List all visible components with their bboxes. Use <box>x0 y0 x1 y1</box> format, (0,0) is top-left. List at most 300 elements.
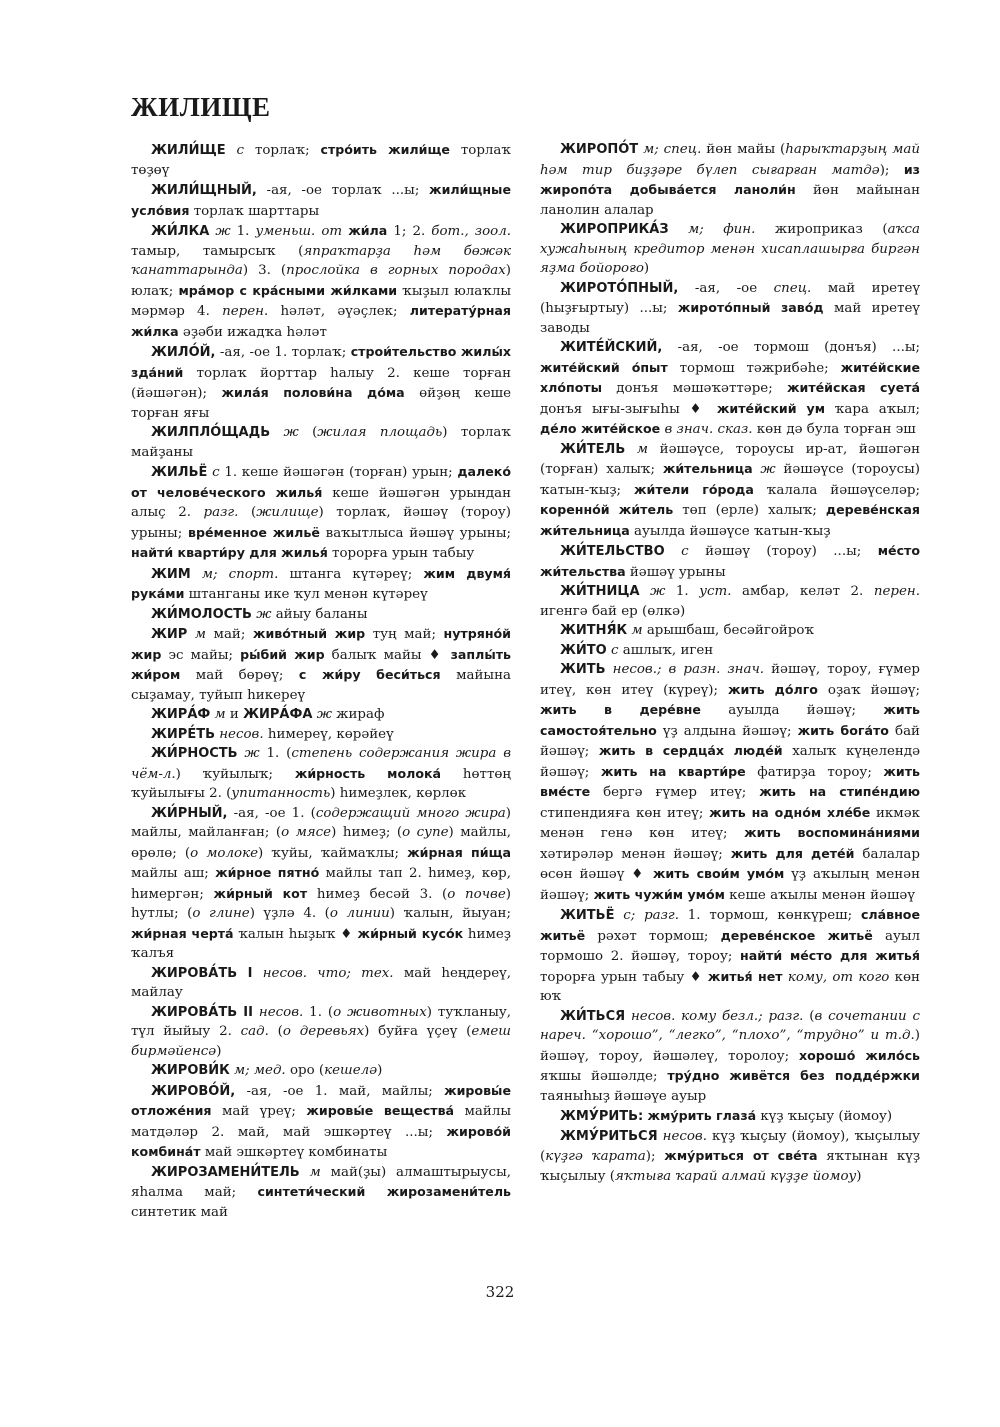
headword: ЖИР <box>151 627 188 642</box>
translation-text: торлаҡ йорттар һалыу 2. кеше торған (йәшәгән); <box>131 365 511 401</box>
example-phrase: вре́менное жильё <box>187 524 320 540</box>
example-phrase: жи́ла <box>348 223 388 238</box>
dictionary-entry <box>540 440 920 542</box>
headword: ЖИ́ТНИЦА <box>560 584 640 599</box>
grammar-label: несов. что; тех. <box>252 965 394 981</box>
headword: ЖИРОВИ́К <box>151 1063 230 1078</box>
translation-text: майлы тап 2. һимеҙ, көр, һимергән; <box>131 866 511 902</box>
translation-text: фатирҙа тороу; <box>745 764 884 780</box>
translation-text: ) ҡуйы, ҡаймаҡлы; <box>258 845 408 861</box>
grammar-label: япраҡтарҙа һәм бөжәк ҡанаттарында <box>131 243 511 278</box>
example-phrase: житья́ нет <box>707 968 783 984</box>
translation-text: кеше аҡылы менән йәшәү <box>724 887 915 903</box>
example-phrase: жить на одно́м хле́бе <box>709 804 871 820</box>
translation-text: -ая, -ое 1. май, майлы; <box>235 1083 445 1099</box>
translation-text: донъя мәшәҡәттәре; <box>602 381 787 396</box>
translation-text: май; <box>213 627 253 642</box>
example-phrase: синтети́ческий жирозамени́тель <box>257 1184 512 1199</box>
translation-text: май иретеү заводы <box>540 301 920 336</box>
dictionary-entry <box>540 582 920 621</box>
headword: ЖИТЬЁ <box>560 908 615 923</box>
grammar-label: м; мед. <box>229 1063 286 1078</box>
translation-text: күҙ ҡыҫыу (йомоу), ҡыҫылыу ( <box>540 1128 920 1164</box>
dictionary-entry <box>131 221 511 342</box>
grammar-label: о глине <box>192 906 250 921</box>
grammar-label: несов. <box>657 1128 707 1144</box>
example-phrase: дереве́нская жи́тельница <box>540 502 920 538</box>
translation-text: ҡыҙыл юлаҡлы мәрмәр 4. <box>131 283 511 319</box>
example-phrase: найти́ кварти́ру для жилья́ <box>131 545 328 560</box>
translation-text: жироприказ ( <box>755 222 888 237</box>
example-phrase: найти́ ме́сто для житья́ <box>740 948 920 963</box>
dictionary-entry <box>131 564 511 605</box>
example-phrase: жи́рная пи́ща <box>407 844 511 860</box>
example-phrase: жить чужи́м умо́м <box>593 886 725 902</box>
grammar-label: с <box>207 465 225 480</box>
translation-text: тамыр, тамырсыҡ ( <box>131 243 304 259</box>
example-phrase: жите́йский ум <box>716 400 825 416</box>
translation-text: ) 3. ( <box>242 263 287 278</box>
grammar-label: о линии <box>329 906 390 921</box>
translation-text: туң май; <box>365 627 444 642</box>
translation-text: майлы матдәләр 2. май, май эшкәртеү ...ы; <box>131 1104 512 1140</box>
grammar-label: ж <box>251 606 276 622</box>
example-phrase: жи́тельница <box>662 461 753 476</box>
dictionary-entry <box>540 1127 920 1187</box>
headword: ЖИЛЬЁ <box>151 465 208 480</box>
grammar-label: упитанность <box>231 786 331 801</box>
headword: ЖИ́ЛКА <box>151 224 210 239</box>
example-phrase: жить в дере́вне <box>540 702 701 717</box>
dictionary-entry <box>540 621 920 641</box>
translation-text: ) <box>643 261 650 276</box>
grammar-label: с <box>225 143 255 158</box>
translation-text: 1. кеше йәшәгән (торған) урын; <box>224 465 458 480</box>
translation-text: амбар, келәт 2. <box>731 584 874 599</box>
dictionary-entry <box>131 1163 511 1223</box>
translation-text: ауылда йәшәүсе ҡатын-ҡыҙ <box>629 523 831 539</box>
translation-text: торлаҡ; <box>254 143 321 158</box>
grammar-label: с <box>664 544 706 559</box>
grammar-label: о животных <box>333 1004 427 1020</box>
example-phrase: ме́сто жи́тельства <box>540 543 920 579</box>
translation-text: ҡалын һыҙыҡ ♦ <box>233 926 358 942</box>
grammar-label: прослойка в горных породах <box>286 263 506 278</box>
translation-text: игенгә бай ер (өлкә) <box>540 603 686 619</box>
dictionary-entry <box>131 624 511 705</box>
dictionary-entry <box>131 725 511 745</box>
example-phrase: жи́тели го́рода <box>633 481 754 497</box>
translation-text: донъя ығы-зығыһы ♦ <box>540 401 717 417</box>
translation-text: йәшәүсе (тороусы) ҡатын-ҡыҙ; <box>540 462 921 498</box>
translation-text: көн дә була торған эш <box>752 422 916 437</box>
grammar-label: жилая площадь <box>317 425 443 440</box>
headword: ЖИРОВА́ТЬ I <box>151 965 253 981</box>
grammar-label: ж <box>209 224 237 239</box>
example-phrase: жили́щные усло́вия <box>131 182 511 218</box>
translation-text: ) юлаҡ; <box>131 263 511 299</box>
example-phrase: жить свои́м умо́м <box>652 866 785 881</box>
headword: ЖМУ́РИТЬ: <box>560 1109 644 1124</box>
example-phrase: жим двумя́ рука́ми <box>131 565 512 601</box>
dictionary-entry <box>540 541 920 582</box>
headword: ЖИРОВА́ТЬ II <box>151 1004 253 1020</box>
dictionary-entry <box>540 338 920 440</box>
translation-text: балалар өсөн йәшәү ♦ <box>540 846 920 882</box>
translation-text: эс майы; <box>161 647 241 663</box>
translation-text: 1. ( <box>303 1004 334 1020</box>
grammar-label: м <box>627 623 647 638</box>
dictionary-entry <box>540 1007 920 1107</box>
translation-text: һөттөң ҡуйылығы 2. ( <box>131 766 511 801</box>
translation-text: ) <box>216 1043 222 1059</box>
translation-text: -ая, -ое <box>678 280 774 296</box>
translation-text: ) ҡуйылыҡ; <box>175 766 295 782</box>
translation-text: ( <box>268 1024 283 1039</box>
headword: ЖИТЕ́ЙСКИЙ, <box>560 340 663 355</box>
translation-text: һимеҙ бесәй 3. ( <box>307 886 448 902</box>
grammar-label: м; спец. <box>638 142 702 157</box>
grammar-label: несов. <box>214 726 264 742</box>
running-header: ЖИЛИЩЕ <box>131 92 271 122</box>
dictionary-entry <box>540 140 920 220</box>
headword: ЖИ́МОЛОСТЬ <box>151 606 252 622</box>
translation-text: ) туҡланыу, түл йыйыу 2. <box>131 1004 511 1039</box>
grammar-label: һарыҡтарҙың май һәм тир биҙҙәре бүлеп сығарған матдә <box>540 142 920 178</box>
translation-text: көн юҡ <box>540 969 920 1004</box>
example-phrase: жите́йский о́пыт <box>540 359 668 375</box>
headword: ЖИРОПРИКА́З <box>560 222 669 237</box>
translation-text: айыу баланы <box>275 606 368 622</box>
headword: ЖИЛИ́ЩНЫЙ, <box>151 183 257 198</box>
translation-text: йөн майынан ланолин алалар <box>540 183 920 218</box>
translation-text: кеше йәшәгән урындан алыҫ 2. <box>131 485 511 520</box>
translation-text: стипендияға көн итеү; <box>540 805 710 821</box>
translation-text: йөн майы ( <box>701 142 786 157</box>
translation-text: торорға урын табыу ♦ <box>540 969 708 985</box>
dictionary-entry <box>131 342 511 423</box>
headword: ЖИЛО́Й, <box>151 345 216 360</box>
example-phrase: жить вме́сте <box>540 763 920 799</box>
dictionary-entry <box>131 1061 511 1081</box>
example-phrase: жи́рный кот <box>213 885 308 901</box>
dictionary-entry <box>131 462 511 564</box>
example-phrase: жи́рность молока́ <box>294 765 442 781</box>
translation-text: ) ҡалын, йыуан; <box>389 906 511 921</box>
translation-text: 1. <box>675 584 700 599</box>
example-phrase: жировы́е вещества́ <box>306 1103 455 1118</box>
example-phrase: жите́йские хло́поты <box>540 359 920 395</box>
headword: ЖИРОПО́Т <box>560 142 639 157</box>
example-phrase: строи́тельство жилы́х зда́ний <box>131 344 511 380</box>
translation-text: штанга күтәреү; <box>278 566 424 582</box>
translation-text: 1. ( <box>266 746 292 761</box>
translation-text: рәхәт тормош; <box>585 928 721 944</box>
example-phrase: мра́мор с кра́сными жи́лками <box>178 282 398 298</box>
grammar-label: несов. <box>252 1004 304 1020</box>
translation-text: өйҙөң кеше торған яғы <box>131 386 512 421</box>
example-phrase: жирово́й комбина́т <box>131 1123 511 1159</box>
translation-text: һимеҙ ҡалъя <box>131 926 511 961</box>
example-phrase: с жи́ру беси́ться <box>298 667 441 682</box>
grammar-label: м <box>210 707 230 722</box>
grammar-label: с; разг. <box>614 908 679 923</box>
translation-text: май иретеү (һыҙғыртыу) ...ы; <box>540 280 921 316</box>
headword: ЖИЛПЛО́ЩАДЬ <box>151 425 271 440</box>
translation-text: йәшәүсе, тороусы ир-ат, йәшәгән (торған) халыҡ; <box>540 441 920 477</box>
dictionary-entry <box>131 1081 511 1163</box>
dictionary-entry <box>131 605 511 625</box>
translation-text: ) торлаҡ, йәшәү (тороу) урыны; <box>131 505 512 541</box>
grammar-label: кому, от кого <box>782 969 890 985</box>
translation-text: 1. тормош, көнкүреш; <box>678 908 861 923</box>
dictionary-entry <box>540 641 920 661</box>
example-phrase: жить на кварти́ре <box>600 763 746 779</box>
grammar-label: күҙгә ҡарата <box>545 1149 646 1164</box>
grammar-label: кешелә <box>324 1063 378 1078</box>
translation-text: май бөрөү; <box>180 668 299 683</box>
translation-text: үҙ аҡылың менән йәшәү; <box>540 867 920 903</box>
example-phrase: тру́дно живётся без подде́ржки <box>667 1068 920 1083</box>
translation-text: әҙәби ижадҡа һәләт <box>178 324 327 340</box>
translation-text: май һеңдереү, майлау <box>131 965 511 1000</box>
translation-text: ) һутлы; ( <box>131 886 512 921</box>
translation-text: ); <box>645 1149 665 1164</box>
grammar-label: ж <box>237 746 267 761</box>
example-phrase: жить бога́то <box>797 722 889 738</box>
translation-text: штанганы ике ҡул менән күтәреү <box>184 587 428 602</box>
translation-text: үҙ алдына йәшәү; <box>656 723 798 739</box>
headword: ЖИ́ТЕЛЬСТВО <box>560 544 665 559</box>
translation-text: ваҡытлыса йәшәү урыны; <box>319 525 511 541</box>
headword: ЖИТНЯ́К <box>560 623 628 638</box>
translation-text: йәшәү урыны <box>625 564 726 580</box>
dictionary-entry <box>131 964 511 1003</box>
grammar-label: спец. <box>773 280 812 296</box>
dictionary-entry <box>131 744 511 804</box>
translation-text: тормош тәжрибәһе; <box>667 360 841 376</box>
page-number: 322 <box>485 1283 515 1301</box>
grammar-label: уменьш. от <box>255 224 349 239</box>
grammar-label: о деревьях <box>282 1024 365 1039</box>
example-phrase: дереве́нское житьё <box>720 927 873 943</box>
grammar-label: жилище <box>256 505 319 520</box>
example-phrase: жму́риться от све́та <box>664 1148 818 1163</box>
translation-text: торорға урын табыу <box>327 546 475 561</box>
translation-text: ( <box>803 1008 815 1024</box>
example-phrase: коренно́й жи́тель <box>540 502 674 517</box>
dictionary-entry <box>131 1003 511 1062</box>
translation-text: май эшкәртеү комбинаты <box>200 1145 388 1160</box>
translation-text: һәләт, әүәҫлек; <box>268 304 410 319</box>
grammar-label: разг. <box>203 505 239 520</box>
translation-text: ) <box>856 1168 862 1184</box>
grammar-label: ж <box>639 584 676 599</box>
translation-text: жираф <box>336 707 385 722</box>
translation-text: -ая, -ое тормош (донъя) ...ы; <box>662 340 920 355</box>
grammar-label: содержащий много жира <box>315 805 506 821</box>
translation-text: синтетик май <box>131 1204 228 1220</box>
grammar-label: м <box>299 1164 331 1180</box>
headword: ЖИРОЗАМЕНИ́ТЕЛЬ <box>151 1164 300 1180</box>
translation-text: -ая, -ое 1. торлаҡ; <box>215 345 351 360</box>
translation-text: икмәк менән генә көн итеү; <box>540 805 920 841</box>
dictionary-entry <box>540 905 920 1007</box>
example-phrase: сла́вное житьё <box>540 907 920 943</box>
translation-text: майлы аш; <box>131 866 216 881</box>
translation-text: ) һимеҙлек, көрлөк <box>330 786 467 801</box>
example-phrase: заплы́ть жи́ром <box>131 646 511 682</box>
translation-text: и <box>229 707 244 722</box>
translation-text: ашлыҡ, иген <box>622 642 714 658</box>
translation-text: ) <box>377 1063 383 1078</box>
example-phrase: жить для дете́й <box>730 845 855 861</box>
translation-text: май үреү; <box>211 1104 307 1119</box>
headword: ЖИ́РНОСТЬ <box>151 746 238 761</box>
example-phrase: из жиропо́та добыва́ется ланоли́н <box>540 161 920 197</box>
translation-text: май(ҙы) алмаштырыусы, яһалма май; <box>131 1164 511 1200</box>
headword: ЖИРА́ФА <box>243 707 313 722</box>
grammar-label: м <box>187 627 214 642</box>
translation-text: ) майлы, өрөлө; ( <box>131 825 511 861</box>
headword: ЖИРОВО́Й, <box>151 1083 236 1099</box>
grammar-label: м; фин. <box>668 222 756 237</box>
translation-text: -ая, -ое торлаҡ ...ы; <box>256 183 430 198</box>
translation-text: ) торлаҡ майҙаны <box>131 425 511 460</box>
grammar-label: степень содержания жира в чём-л. <box>131 746 511 782</box>
translation-text: ) майлы, майланған; ( <box>131 805 511 840</box>
example-phrase: жму́рить глаза́ <box>647 1108 757 1123</box>
headword: ЖМУ́РИТЬСЯ <box>560 1128 658 1144</box>
translation-text: яҡшы йәшәлде; <box>540 1069 668 1084</box>
example-phrase: нутряно́й жир <box>131 626 512 662</box>
grammar-label: ж <box>752 462 784 477</box>
translation-text: йәшәү (тороу) ...ы; <box>705 544 878 559</box>
grammar-label: в сочетании с нареч. “хорошо”, “легко”, “плохо”, “трудно” и т.д. <box>540 1008 921 1043</box>
grammar-label: несов.; в разн. знач. <box>605 662 765 677</box>
dictionary-entry <box>131 180 511 221</box>
grammar-label: перен. <box>873 584 920 599</box>
translation-text: ); <box>879 162 904 178</box>
headword: ЖИМ <box>151 566 191 582</box>
headword: ЖИТЬ <box>560 662 606 677</box>
grammar-label: о почве <box>447 886 506 902</box>
example-phrase: жите́йская суета́ <box>786 380 920 395</box>
grammar-label: перен. <box>222 304 269 319</box>
example-phrase: жировы́е отложе́ния <box>131 1082 511 1118</box>
translation-text: күҙ ҡыҫыу (йомоу) <box>756 1109 893 1124</box>
translation-text: ҡалала йәшәүселәр; <box>753 482 920 498</box>
translation-text: ауылда йәшәү; <box>700 703 884 718</box>
headword: ЖИРОТО́ПНЫЙ, <box>560 280 679 296</box>
translation-text: ) үҙлә 4. ( <box>249 906 330 921</box>
translation-text: -ая, -ое 1. ( <box>227 805 316 821</box>
example-phrase: литерату́рная жи́лка <box>131 303 511 339</box>
grammar-label: м; спорт. <box>190 566 279 582</box>
example-phrase: жить самостоя́тельно <box>540 702 920 738</box>
grammar-label: в знач. сказ. <box>660 422 753 437</box>
translation-text: ( <box>312 425 318 440</box>
translation-text: йәшәү, тороу, ғүмер итеү, көн итеү (күреү); <box>540 662 920 698</box>
translation-text: ҡара аҡыл; <box>825 401 920 417</box>
translation-text: бергә ғүмер итеү; <box>590 785 760 800</box>
example-phrase: жи́рное пятно́ <box>215 865 320 880</box>
translation-text: ) буйға үҫеү ( <box>364 1024 472 1039</box>
example-phrase: жила́я полови́на до́ма <box>221 385 405 400</box>
translation-text: халыҡ күңелендә йәшәү; <box>540 744 921 780</box>
grammar-label: о молоке <box>190 845 259 861</box>
translation-text: торлаҡ төҙөү <box>131 143 511 178</box>
translation-text: төп (ерле) халыҡ; <box>673 503 826 518</box>
translation-text: ауыл тормошо 2. йәшәү, тороу; <box>540 928 920 964</box>
headword: ЖИЛИ́ЩЕ <box>151 143 226 158</box>
example-phrase: жи́рная черта́ <box>131 925 234 941</box>
headword: ЖИ́РНЫЙ, <box>151 805 228 821</box>
translation-text: хәтирәләр менән йәшәү; <box>540 846 731 862</box>
example-phrase: жить в сердца́х люде́й <box>598 743 783 758</box>
headword: ЖИРЕ́ТЬ <box>151 726 215 742</box>
grammar-label: с <box>606 642 623 658</box>
translation-text: таяныһыҙ йәшәүе ауыр <box>540 1088 707 1104</box>
example-phrase: де́ло жите́йское <box>540 421 661 436</box>
translation-text: торлаҡ шарттары <box>189 203 320 219</box>
translation-text: яҡтынан күҙ ҡыҫылыу ( <box>540 1149 921 1184</box>
translation-text: балыҡ майы ♦ <box>324 647 451 663</box>
translation-text: арышбаш, бесәйгойроҡ <box>646 623 815 638</box>
right-column <box>540 140 920 1186</box>
example-phrase: жирото́пный заво́д <box>677 300 824 315</box>
example-phrase: ры́бий жир <box>240 646 325 662</box>
example-phrase: жить до́лго <box>727 681 818 697</box>
grammar-label: аҡса хужаһының кредитор менән хисаплашырға биргән яҙма бойороғо <box>540 222 920 276</box>
grammar-label: бот., зоол. <box>431 224 511 239</box>
grammar-label: емеш бирмәйенсә <box>131 1024 511 1059</box>
grammar-label: м <box>625 441 660 457</box>
grammar-label: о мясе <box>281 825 332 840</box>
grammar-label: о супе <box>402 825 449 840</box>
grammar-label: сад. <box>240 1024 269 1039</box>
example-phrase: жить воспомина́ниями <box>744 825 920 840</box>
translation-text: оро ( <box>285 1063 325 1078</box>
translation-text: ) йәшәү, тороу, йәшәлеү, торолоу; <box>540 1028 920 1064</box>
example-phrase: далеко́ от челове́ческого жилья́ <box>131 464 511 500</box>
grammar-label: ж <box>270 425 313 440</box>
translation-text: бай йәшәү; <box>540 723 920 759</box>
grammar-label: несов. кому безл.; разг. <box>625 1008 804 1024</box>
headword: ЖИ́ТЬСЯ <box>560 1008 626 1024</box>
headword: ЖИ́ТЕЛЬ <box>560 441 626 457</box>
dictionary-entry <box>540 220 920 279</box>
translation-text: 1. <box>236 224 256 239</box>
dictionary-entry <box>131 804 511 964</box>
grammar-label: яҡтыға ҡарай алмай күҙҙе йомоу <box>614 1168 857 1184</box>
headword: ЖИРА́Ф <box>151 707 211 722</box>
dictionary-entry <box>540 1106 920 1127</box>
translation-text: ( <box>238 505 257 520</box>
translation-text: ) һимеҙ; ( <box>331 825 403 840</box>
dictionary-entry <box>540 279 920 339</box>
dictionary-entry <box>131 423 511 462</box>
translation-text: 1; 2. <box>387 224 432 239</box>
translation-text: майына сыҙамау, туйып һикереү <box>131 668 511 703</box>
left-column <box>131 140 511 1222</box>
example-phrase: хорошо́ жило́сь <box>798 1047 920 1063</box>
grammar-label: уст. <box>699 584 732 599</box>
example-phrase: стро́ить жили́ще <box>320 142 450 157</box>
dictionary-entry <box>540 660 920 905</box>
example-phrase: живо́тный жир <box>252 626 366 641</box>
dictionary-entry <box>131 140 511 180</box>
